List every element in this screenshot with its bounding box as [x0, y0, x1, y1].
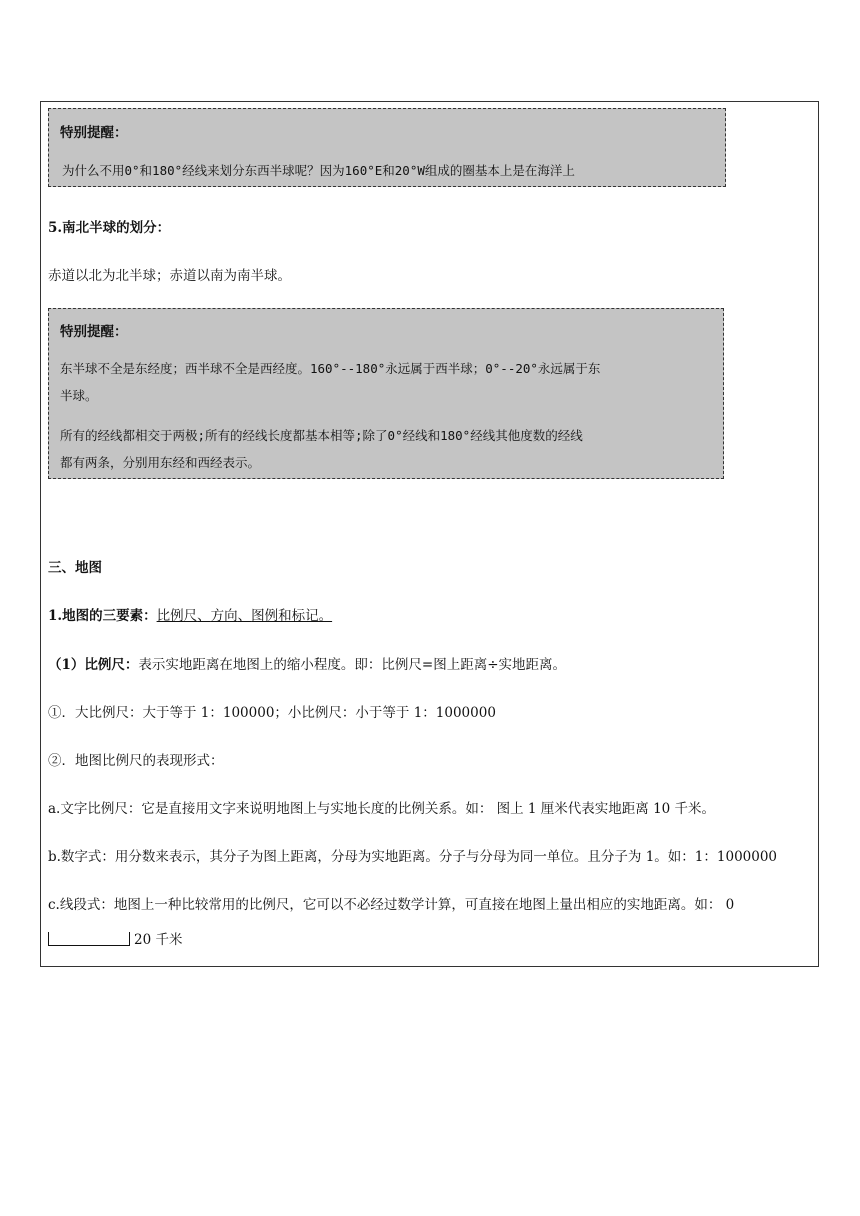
element-scale: 比例尺 — [156, 608, 198, 624]
section-heading: 三、地图 — [48, 560, 102, 576]
scale-label: （1）比例尺： — [48, 657, 139, 673]
reminder-text-line: 都有两条，分别用东经和西经表示。 — [60, 455, 261, 470]
separator: 、 — [237, 608, 252, 624]
reminder-title: 特别提醒： — [60, 324, 128, 340]
scale-definition-line — [48, 653, 566, 673]
reminder-title: 特别提醒： — [60, 125, 128, 141]
special-reminder-box-2 — [48, 308, 724, 479]
reminder-text-line: 半球。 — [60, 388, 98, 403]
paragraph: ②．地图比例尺的表现形式： — [48, 753, 224, 769]
element-direction: 方向 — [210, 608, 238, 624]
scale-definition: 表示实地距离在地图上的缩小程度。即：比例尺=图上距离÷实地距离。 — [138, 657, 567, 673]
paragraph: a.文字比例尺：它是直接用文字来说明地图上与实地长度的比例关系。如： 图上 1 厘米代表实地距离 10 千米。 — [48, 801, 716, 817]
paragraph: ①．大比例尺：大于等于 1：100000；小比例尺：小于等于 1：1000000 — [48, 705, 496, 721]
reminder-text: 为什么不用0°和180°经线来划分东西半球呢？因为160°E和20°W组成的圈基本上是在海洋上 — [62, 163, 575, 178]
special-reminder-box-1 — [48, 108, 726, 187]
paragraph: 赤道以北为北半球；赤道以南为南半球。 — [48, 268, 291, 284]
reminder-text-line: 所有的经线都相交于两极;所有的经线长度都基本相等;除了0°经线和180°经线其他度数的经线 — [60, 428, 583, 443]
paragraph: b.数字式：用分数来表示，其分子为图上距离，分母为实地距离。分子与分母为同一单位。且分子为 1。如：1：1000000 — [48, 849, 778, 865]
element-legend: 图例和标记。 — [251, 608, 333, 624]
section-heading: 5.南北半球的划分： — [48, 220, 171, 236]
map-elements-line — [48, 604, 332, 624]
elements-label: 1.地图的三要素： — [48, 608, 157, 624]
scale-bar — [48, 932, 130, 946]
paragraph: c.线段式：地图上一种比较常用的比例尺，它可以不必经过数学计算，可直接在地图上量出相应的实地距离。如： 0 — [48, 897, 735, 913]
separator: 、 — [197, 608, 211, 624]
line-scale-example — [48, 928, 182, 948]
scale-bar-label: 20 千米 — [134, 932, 183, 948]
reminder-text-line: 东半球不全是东经度；西半球不全是西经度。160°--180°永远属于西半球；0°--20°永远属于东 — [60, 361, 601, 376]
